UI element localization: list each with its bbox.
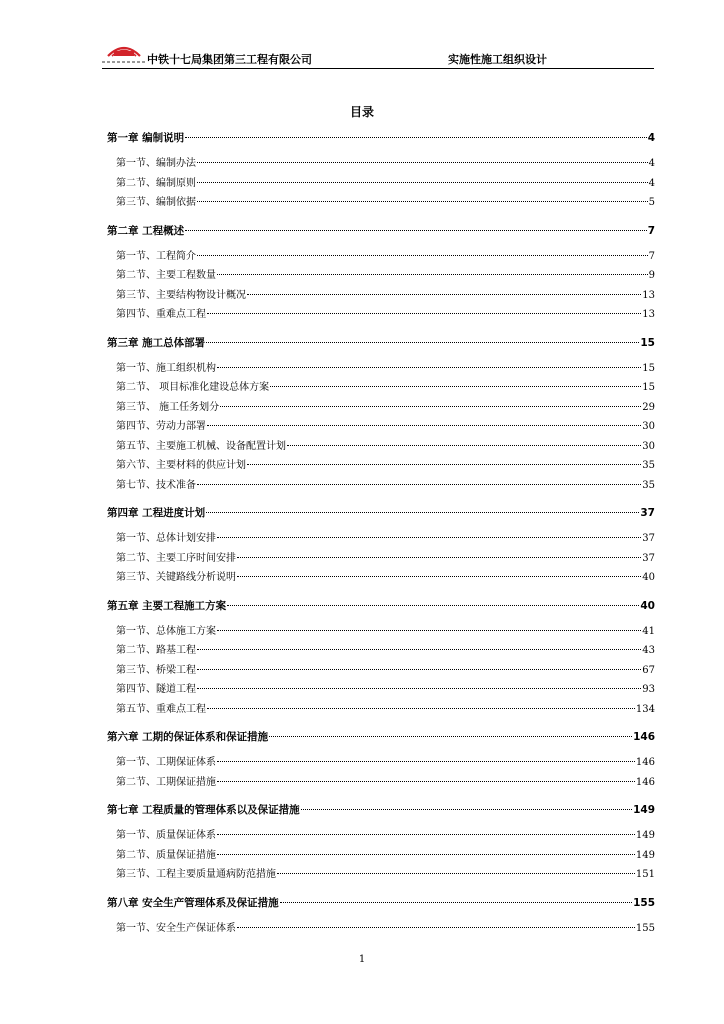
page-number: 1 [358, 954, 366, 965]
toc-leader-dots [206, 511, 639, 513]
toc-leader-dots [220, 405, 641, 407]
toc-leader-dots [207, 707, 635, 709]
toc-leader-dots [197, 687, 641, 689]
toc-entry-page: 15 [642, 382, 655, 393]
toc-section-entry[interactable] [116, 307, 655, 323]
toc-section-entry[interactable] [116, 755, 655, 771]
document-title: 实施性施工组织设计 [448, 53, 547, 66]
toc-entry-label: 第三节、 施工任务划分 [116, 401, 220, 413]
toc-entry-label: 第一节、施工组织机构 [116, 362, 216, 374]
toc-section-entry[interactable] [116, 921, 655, 937]
toc-chapter-entry[interactable] [107, 130, 655, 146]
toc-entry-page: 93 [642, 684, 655, 695]
toc-chapter-entry[interactable] [107, 729, 655, 745]
toc-section-entry[interactable] [116, 380, 655, 396]
toc-entry-label: 第五章 主要工程施工方案 [107, 599, 227, 612]
toc-entry-label: 第三节、主要结构物设计概况 [116, 289, 246, 301]
toc-entry-page: 43 [642, 645, 655, 656]
toc-entry-label: 第二节、 项目标准化建设总体方案 [116, 382, 270, 393]
toc-entry-label: 第四节、劳动力部署 [116, 421, 206, 432]
toc-leader-dots [217, 366, 641, 368]
toc-entry-label: 第一节、工期保证体系 [116, 757, 216, 768]
toc-entry-page: 40 [642, 572, 655, 583]
toc-leader-dots [301, 808, 632, 810]
toc-section-entry[interactable] [116, 419, 655, 435]
toc-entry-page: 35 [642, 479, 655, 491]
toc-chapter-entry[interactable] [107, 505, 655, 521]
toc-entry-label: 第一章 编制说明 [107, 132, 185, 144]
toc-leader-dots [217, 629, 641, 631]
toc-entry-page: 13 [642, 289, 655, 301]
toc-section-entry[interactable] [116, 195, 655, 211]
toc-entry-label: 第四章 工程进度计划 [107, 507, 206, 519]
header-rule [102, 68, 654, 69]
toc-section-entry[interactable] [116, 702, 655, 718]
toc-section-entry[interactable] [116, 551, 655, 567]
toc-leader-dots [217, 760, 635, 762]
toc-section-entry[interactable] [116, 361, 655, 377]
toc-leader-dots [197, 181, 648, 183]
toc-entry-label: 第六章 工期的保证体系和保证措施 [107, 731, 269, 743]
toc-entry-page: 4 [648, 177, 655, 189]
company-name: 中铁十七局集团第三工程有限公司 [147, 53, 312, 66]
toc-entry-page: 4 [648, 158, 655, 169]
toc-entry-page: 30 [642, 440, 655, 452]
toc-leader-dots [207, 312, 641, 314]
toc-section-entry[interactable] [116, 156, 655, 172]
toc-entry-page: 41 [642, 625, 655, 637]
toc-section-entry[interactable] [116, 249, 655, 265]
toc-entry-page: 7 [648, 250, 655, 262]
toc-entry-page: 155 [635, 922, 655, 934]
toc-section-entry[interactable] [116, 531, 655, 547]
toc-entry-page: 4 [647, 132, 655, 144]
toc-section-entry[interactable] [116, 400, 655, 416]
toc-entry-label: 第七章 工程质量的管理体系以及保证措施 [107, 804, 300, 816]
toc-entry-label: 第八章 安全生产管理体系及保证措施 [107, 896, 279, 909]
toc-entry-page: 5 [648, 197, 655, 208]
toc-entry-label: 第一节、总体施工方案 [116, 625, 216, 637]
toc-section-entry[interactable] [116, 867, 655, 883]
toc-entry-page: 30 [642, 421, 655, 432]
toc-title: 目录 [349, 105, 374, 119]
toc-entry-label: 第三节、桥梁工程 [116, 664, 196, 676]
toc-entry-page: 149 [635, 849, 655, 861]
toc-leader-dots [185, 136, 647, 138]
toc-chapter-entry[interactable] [107, 895, 655, 911]
toc-entry-page: 146 [635, 757, 655, 768]
toc-leader-dots [277, 872, 635, 874]
toc-entry-page: 146 [635, 776, 655, 788]
toc-entry-page: 146 [633, 731, 655, 743]
toc-entry-label: 第一节、编制办法 [116, 158, 196, 169]
toc-section-entry[interactable] [116, 682, 655, 698]
toc-entry-page: 149 [635, 830, 655, 841]
toc-leader-dots [197, 648, 641, 650]
toc-entry-label: 第一节、总体计划安排 [116, 533, 216, 544]
toc-entry-page: 155 [633, 896, 655, 909]
toc-section-entry[interactable] [116, 268, 655, 284]
toc-entry-page: 9 [648, 270, 655, 281]
toc-entry-label: 第三节、关键路线分析说明 [116, 572, 236, 583]
toc-chapter-entry[interactable] [107, 335, 655, 351]
toc-section-entry[interactable] [116, 458, 655, 474]
toc-entry-label: 第三章 施工总体部署 [107, 336, 206, 349]
toc-leader-dots [269, 735, 632, 737]
toc-entry-label: 第五节、重难点工程 [116, 703, 206, 715]
toc-entry-page: 134 [635, 703, 655, 715]
toc-section-entry[interactable] [116, 828, 655, 844]
toc-section-entry[interactable] [116, 478, 655, 494]
toc-leader-dots [237, 575, 641, 577]
toc-entry-label: 第六节、主要材料的供应计划 [116, 460, 246, 471]
toc-section-entry[interactable] [116, 624, 655, 640]
toc-chapter-entry[interactable] [107, 802, 655, 818]
toc-entry-page: 7 [647, 224, 655, 237]
toc-section-entry[interactable] [116, 643, 655, 659]
toc-entry-page: 37 [642, 533, 655, 544]
toc-leader-dots [280, 901, 632, 903]
toc-entry-label: 第四节、隧道工程 [116, 684, 196, 695]
toc-entry-page: 15 [642, 362, 655, 374]
toc-entry-label: 第一节、安全生产保证体系 [116, 922, 236, 934]
toc-entry-label: 第七节、技术准备 [116, 479, 196, 491]
toc-entry-label: 第五节、主要施工机械、设备配置计划 [116, 440, 286, 452]
toc-entry-label: 第三节、编制依据 [116, 197, 196, 208]
toc-leader-dots [217, 780, 635, 782]
toc-section-entry[interactable] [116, 848, 655, 864]
toc-leader-dots [227, 604, 639, 606]
toc-entry-page: 40 [640, 599, 655, 612]
toc-section-entry[interactable] [116, 439, 655, 455]
toc-entry-label: 第二节、工期保证措施 [116, 776, 216, 788]
toc-leader-dots [197, 254, 648, 256]
toc-entry-page: 151 [635, 869, 655, 880]
toc-chapter-entry[interactable] [107, 598, 655, 614]
toc-entry-label: 第二节、质量保证措施 [116, 849, 216, 861]
toc-entry-page: 37 [642, 552, 655, 564]
toc-section-entry[interactable] [116, 775, 655, 791]
toc-leader-dots [217, 853, 635, 855]
toc-section-entry[interactable] [116, 288, 655, 304]
toc-leader-dots [217, 833, 635, 835]
toc-leader-dots [185, 229, 647, 231]
toc-leader-dots [207, 424, 641, 426]
toc-entry-label: 第一节、质量保证体系 [116, 830, 216, 841]
toc-section-entry[interactable] [116, 663, 655, 679]
toc-entry-page: 37 [640, 507, 655, 519]
toc-entry-label: 第一节、工程简介 [116, 250, 196, 262]
toc-entry-page: 13 [642, 309, 655, 320]
toc-leader-dots [197, 668, 641, 670]
toc-leader-dots [237, 926, 635, 928]
toc-entry-page: 35 [642, 460, 655, 471]
toc-entry-page: 29 [642, 401, 655, 413]
toc-section-entry[interactable] [116, 570, 655, 586]
toc-leader-dots [237, 556, 641, 558]
toc-leader-dots [270, 385, 641, 387]
page-header [102, 42, 654, 70]
toc-entry-page: 149 [633, 804, 655, 816]
toc-entry-label: 第四节、重难点工程 [116, 309, 206, 320]
toc-entry-label: 第二节、编制原则 [116, 177, 196, 189]
toc-leader-dots [197, 161, 648, 163]
toc-leader-dots [217, 273, 648, 275]
toc-leader-dots [247, 463, 641, 465]
toc-leader-dots [287, 444, 641, 446]
toc-entry-page: 15 [640, 336, 655, 349]
toc-entry-label: 第二章 工程概述 [107, 224, 185, 237]
toc-leader-dots [206, 341, 639, 343]
toc-entry-label: 第二节、路基工程 [116, 645, 196, 656]
toc-leader-dots [197, 483, 641, 485]
toc-section-entry[interactable] [116, 176, 655, 192]
company-logo [102, 42, 146, 64]
toc-entry-page: 67 [642, 664, 655, 676]
toc-leader-dots [247, 293, 641, 295]
toc-leader-dots [197, 200, 648, 202]
toc-entry-label: 第三节、工程主要质量通病防范措施 [116, 869, 276, 880]
toc-entry-label: 第二节、主要工序时间安排 [116, 552, 236, 564]
toc-chapter-entry[interactable] [107, 223, 655, 239]
toc-leader-dots [217, 536, 641, 538]
toc-entry-label: 第二节、主要工程数量 [116, 270, 216, 281]
